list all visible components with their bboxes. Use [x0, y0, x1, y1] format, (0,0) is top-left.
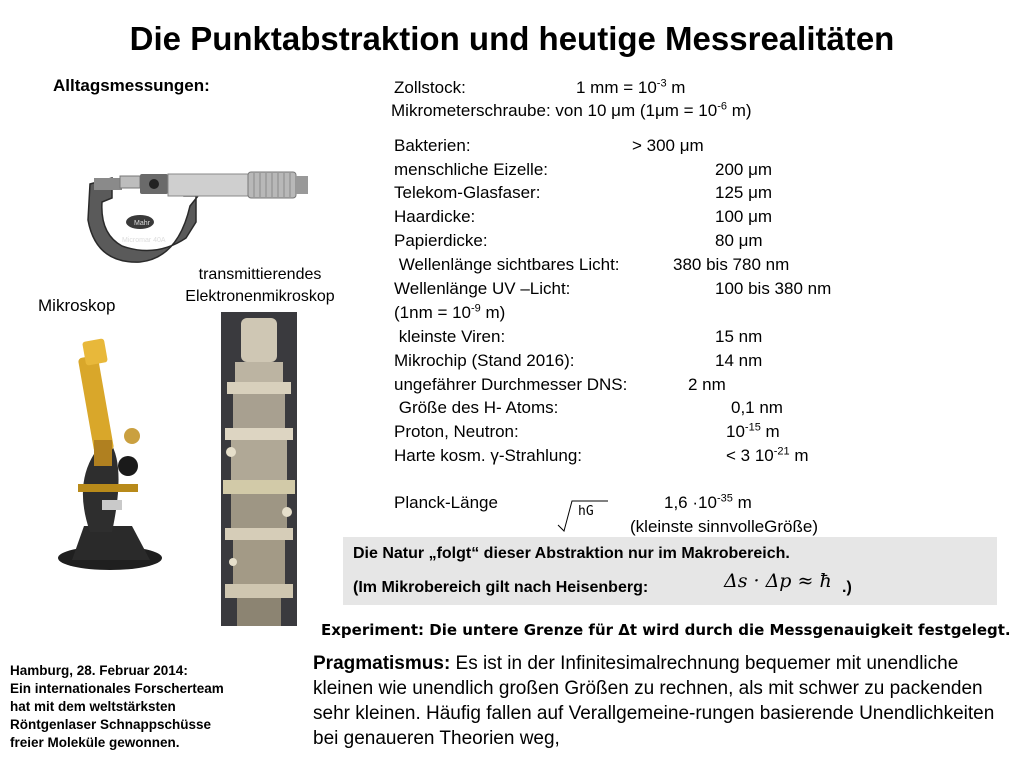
slide-title: Die Punktabstraktion und heutige Messrealitäten — [129, 20, 895, 57]
row-h-atom: Größe des H- Atoms: 0,1 nm — [394, 398, 783, 417]
mikroskop-label: Mikroskop — [38, 296, 116, 315]
zollstock-label: Zollstock: — [394, 78, 466, 97]
hamburg-note: Hamburg, 28. Februar 2014: Ein internationales Forscherteam hat mit dem weltstärksten Röntgenlaser Schnappschüsse freier Moleküle gewonnen. — [10, 663, 224, 750]
row-glasfaser: Telekom-Glasfaser: 125 μm — [394, 183, 773, 202]
row-viren: kleinste Viren: 15 nm — [394, 327, 763, 346]
micrometer-image — [78, 162, 308, 268]
natur-end: .) — [842, 579, 852, 596]
prag-text: Es ist in der Infinitesimalrechnung bequemer mit unendliche kleinen wie unendlich großen Größen zu rechnen, als mit schwer zu packenden sehr kleinen. Häufig fallen auf Verallgemeine-rungen basierende Unendlichkeiten bei genaueren Theorien weg, — [313, 653, 995, 749]
row-mikrochip: Mikrochip (Stand 2016): 14 nm — [394, 351, 763, 370]
row-bakterien: Bakterien: > 300 μm — [394, 136, 704, 155]
heisenberg-formula: Δs · Δp ≈ ħ — [724, 570, 832, 592]
natur-line1: Die Natur „folgt“ dieser Abstraktion nur im Makrobereich. — [353, 545, 790, 562]
row-gamma: Harte kosm. γ-Strahlung: < 3 $10^{-21}$ m — [394, 445, 809, 465]
row-planck: Planck-Länge $1,6 \cdot 10^{-35}$ m — [394, 492, 752, 512]
row-eizelle: menschliche Eizelle: 200 μm — [394, 160, 773, 179]
row-haardicke: Haardicke: 100 μm — [394, 207, 773, 226]
row-nm-note: ($1nm = 10^{-9}$ m) — [394, 302, 506, 322]
svg-text:Micromar 40A: Micromar 40A — [122, 237, 166, 244]
svg-text:Mahr: Mahr — [134, 220, 150, 227]
microscope-image — [54, 336, 166, 576]
prag-label: Pragmatismus: — [313, 653, 451, 674]
zollstock-row — [394, 77, 686, 98]
row-papierdicke: Papierdicke: 80 μm — [394, 231, 763, 250]
tem-label: transmittierendes Elektronenmikroskop — [185, 266, 335, 305]
mikrometer-row: Mikrometerschraube: von 10 μm ($1\mu m = 10^{-6}$ m) — [391, 100, 752, 120]
planck-note: (kleinste sinnvolleGröße) — [630, 517, 819, 536]
row-licht: Wellenlänge sichtbares Licht: 380 bis 780 nm — [394, 255, 790, 274]
natur-line2: (Im Mikrobereich gilt nach Heisenberg: — [353, 579, 649, 596]
alltag-heading: Alltagsmessungen: — [53, 76, 210, 95]
planck-formula — [556, 495, 616, 537]
row-proton: Proton, Neutron: $10^{-15}$ m — [394, 421, 780, 441]
row-dns: ungefährer Durchmesser DNS: 2 nm — [394, 375, 726, 394]
zollstock-value: 1 mm = $10^{-3}$ m — [576, 77, 686, 97]
row-uv: Wellenlänge UV –Licht: 100 bis 380 nm — [394, 279, 832, 298]
svg-text:hG: hG — [578, 504, 594, 519]
tem-image — [221, 312, 297, 626]
pragmatismus-paragraph — [313, 651, 1013, 751]
experiment-note: Experiment: Die untere Grenze für Δt wird durch die Messgenauigkeit festgelegt. — [321, 621, 1011, 639]
